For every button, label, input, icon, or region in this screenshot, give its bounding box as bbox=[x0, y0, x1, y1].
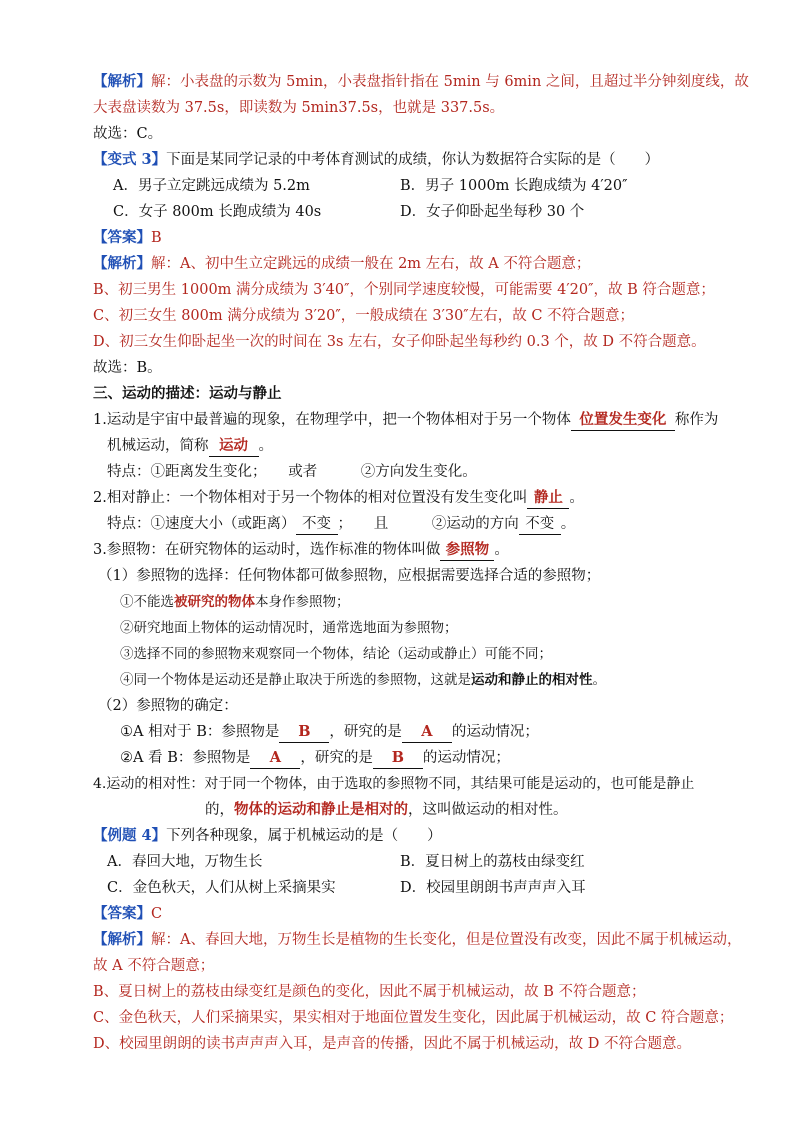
emphasis-text: 被研究的物体 bbox=[174, 594, 255, 610]
option-d: D．女子仰卧起坐每秒 30 个 bbox=[400, 204, 585, 220]
option-c: C．金色秋天，人们从树上采摘果实 bbox=[107, 880, 336, 896]
para-text: 本身作参照物； bbox=[255, 594, 350, 610]
analysis-line bbox=[93, 930, 741, 950]
fill-blank: 参照物 bbox=[440, 540, 494, 561]
example-question bbox=[93, 826, 442, 846]
para-text: ①不能选 bbox=[120, 594, 174, 610]
list-item bbox=[120, 748, 510, 769]
para-text: 。 bbox=[560, 516, 576, 532]
para-text: 2.相对静止：一个物体相对于另一个物体的相对位置没有发生变化叫 bbox=[93, 490, 528, 506]
fill-blank: 不变 bbox=[296, 514, 338, 535]
para-text: ④同一个物体是运动还是静止取决于所选的参照物，这就是 bbox=[120, 672, 471, 688]
answer-value: C bbox=[151, 906, 163, 922]
analysis-text: 解：A、初中生立定跳远的成绩一般在 2m 左右，故 A 不符合题意； bbox=[151, 256, 591, 272]
choice-line: 故选：B。 bbox=[93, 360, 162, 376]
para-text: ①A 相对于 B：参照物是 bbox=[120, 724, 280, 740]
sub-heading: （1）参照物的选择：任何物体都可做参照物，应根据需要选择合适的参照物； bbox=[98, 568, 601, 584]
list-item bbox=[120, 592, 350, 612]
analysis-text: 解：A、春回大地，万物生长是植物的生长变化，但是位置没有改变，因此不属于机械运动， bbox=[151, 932, 742, 948]
para-text: 3.参照物：在研究物体的运动时，选作标准的物体叫做 bbox=[93, 542, 441, 558]
analysis-line: 大表盘读数为 37.5s，即读数为 5min37.5s，也就是 337.5s。 bbox=[93, 100, 505, 116]
para-text: 。 bbox=[494, 542, 509, 558]
para-2 bbox=[93, 488, 584, 509]
fill-blank: B bbox=[279, 722, 329, 743]
para-4: 4.运动的相对性：对于同一个物体，由于选取的参照物不同，其结果可能是运动的，也可能是静止 bbox=[93, 776, 695, 792]
analysis-line bbox=[93, 72, 749, 92]
fill-blank: B bbox=[373, 748, 423, 769]
sub-heading: （2）参照物的确定： bbox=[98, 698, 238, 714]
para-text: 1.运动是宇宙中最普遍的现象，在物理学中，把一个物体相对于另一个物体 bbox=[93, 412, 571, 428]
analysis-line: C、金色秋天，人们采摘果实，果实相对于地面位置发生变化，因此属于机械运动，故 C 符合题意； bbox=[93, 1010, 734, 1026]
emphasis-text: 运动和静止的相对性 bbox=[471, 672, 593, 688]
para-text: 。 bbox=[569, 490, 584, 506]
answer-value: B bbox=[151, 230, 162, 246]
analysis-line: 故 A 不符合题意； bbox=[93, 958, 215, 974]
fill-blank: 静止 bbox=[527, 488, 569, 509]
list-item bbox=[120, 670, 606, 690]
fill-blank: 运动 bbox=[209, 436, 259, 457]
para-text: 的， bbox=[205, 802, 234, 818]
fill-blank: 位置发生变化 bbox=[571, 410, 675, 431]
list-item bbox=[120, 722, 539, 743]
emphasis-text: 物体的运动和静止是相对的 bbox=[234, 801, 408, 818]
question-text: 下面是某同学记录的中考体育测试的成绩，你认为数据符合实际的是（ ） bbox=[166, 152, 660, 168]
analysis-line: B、初三男生 1000m 满分成绩为 3′40″，个别同学速度较慢，可能需要 4′20″，故 B 符合题意； bbox=[93, 282, 715, 298]
fill-blank: A bbox=[250, 748, 300, 769]
para-3 bbox=[93, 540, 509, 561]
para-1-cont bbox=[107, 436, 273, 457]
para-text: ，这叫做运动的相对性。 bbox=[408, 802, 568, 818]
answer-tag: 【答案】 bbox=[93, 905, 151, 922]
analysis-line: B、夏日树上的荔枝由绿变红是颜色的变化，因此不属于机械运动，故 B 不符合题意； bbox=[93, 984, 646, 1000]
variant-question bbox=[93, 150, 659, 170]
para-text: ，研究的是 bbox=[329, 724, 402, 740]
option-b: B．夏日树上的荔枝由绿变红 bbox=[400, 854, 585, 870]
para-text: 。 bbox=[592, 672, 606, 688]
analysis-tag: 【解析】 bbox=[93, 73, 151, 90]
example-tag: 【例题 4】 bbox=[93, 827, 167, 844]
para-text: 。 bbox=[258, 438, 273, 454]
analysis-line: D、校园里朗朗的读书声声声入耳，是声音的传播，因此不属于机械运动，故 D 不符合题意。 bbox=[93, 1036, 691, 1052]
analysis-tag: 【解析】 bbox=[93, 931, 151, 948]
para-text: 称作为 bbox=[674, 412, 719, 428]
analysis-tag: 【解析】 bbox=[93, 255, 151, 272]
feature-line: 特点：①距离发生变化； 或者 ②方向发生变化。 bbox=[107, 464, 477, 480]
option-a: A．春回大地，万物生长 bbox=[107, 854, 263, 870]
option-c: C．女子 800m 长跑成绩为 40s bbox=[113, 204, 322, 220]
option-d: D．校园里朗朗书声声声入耳 bbox=[400, 880, 586, 896]
option-b: B．男子 1000m 长跑成绩为 4′20″ bbox=[400, 178, 628, 194]
answer-line bbox=[93, 904, 162, 924]
choice-line: 故选：C。 bbox=[93, 126, 163, 142]
fill-blank: 不变 bbox=[519, 514, 561, 535]
feature-line bbox=[107, 514, 575, 535]
para-1 bbox=[93, 410, 718, 431]
option-a: A．男子立定跳远成绩为 5.2m bbox=[113, 178, 310, 194]
para-text: 特点：①速度大小（或距离） bbox=[107, 516, 296, 532]
section-heading: 三、运动的描述：运动与静止 bbox=[93, 385, 282, 402]
para-text: ，研究的是 bbox=[300, 750, 373, 766]
para-text: 的运动情况； bbox=[422, 750, 510, 766]
question-text: 下列各种现象，属于机械运动的是（ ） bbox=[166, 828, 442, 844]
analysis-text: 解：小表盘的示数为 5min，小表盘指针指在 5min 与 6min 之间，且超过半分钟刻度线，故 bbox=[151, 74, 749, 90]
fill-blank: A bbox=[402, 722, 452, 743]
variant-tag: 【变式 3】 bbox=[93, 151, 167, 168]
list-item: ②研究地面上物体的运动情况时，通常选地面为参照物； bbox=[120, 620, 458, 636]
para-text: ； 且 ②运动的方向 bbox=[337, 516, 519, 532]
answer-tag: 【答案】 bbox=[93, 229, 151, 246]
analysis-line: D、初三女生仰卧起坐一次的时间在 3s 左右，女子仰卧起坐每秒约 0.3 个，故 D 不符合题意。 bbox=[93, 334, 706, 350]
analysis-line: C、初三女生 800m 满分成绩为 3′20″，一般成绩在 3′30″左右，故 C 不符合题意； bbox=[93, 308, 635, 324]
para-text: 的运动情况； bbox=[451, 724, 539, 740]
para-4-cont bbox=[205, 800, 568, 820]
answer-line bbox=[93, 228, 162, 248]
analysis-line bbox=[93, 254, 590, 274]
para-text: ②A 看 B：参照物是 bbox=[120, 750, 251, 766]
list-item: ③选择不同的参照物来观察同一个物体，结论（运动或静止）可能不同； bbox=[120, 646, 552, 662]
para-text: 机械运动，简称 bbox=[107, 438, 209, 454]
